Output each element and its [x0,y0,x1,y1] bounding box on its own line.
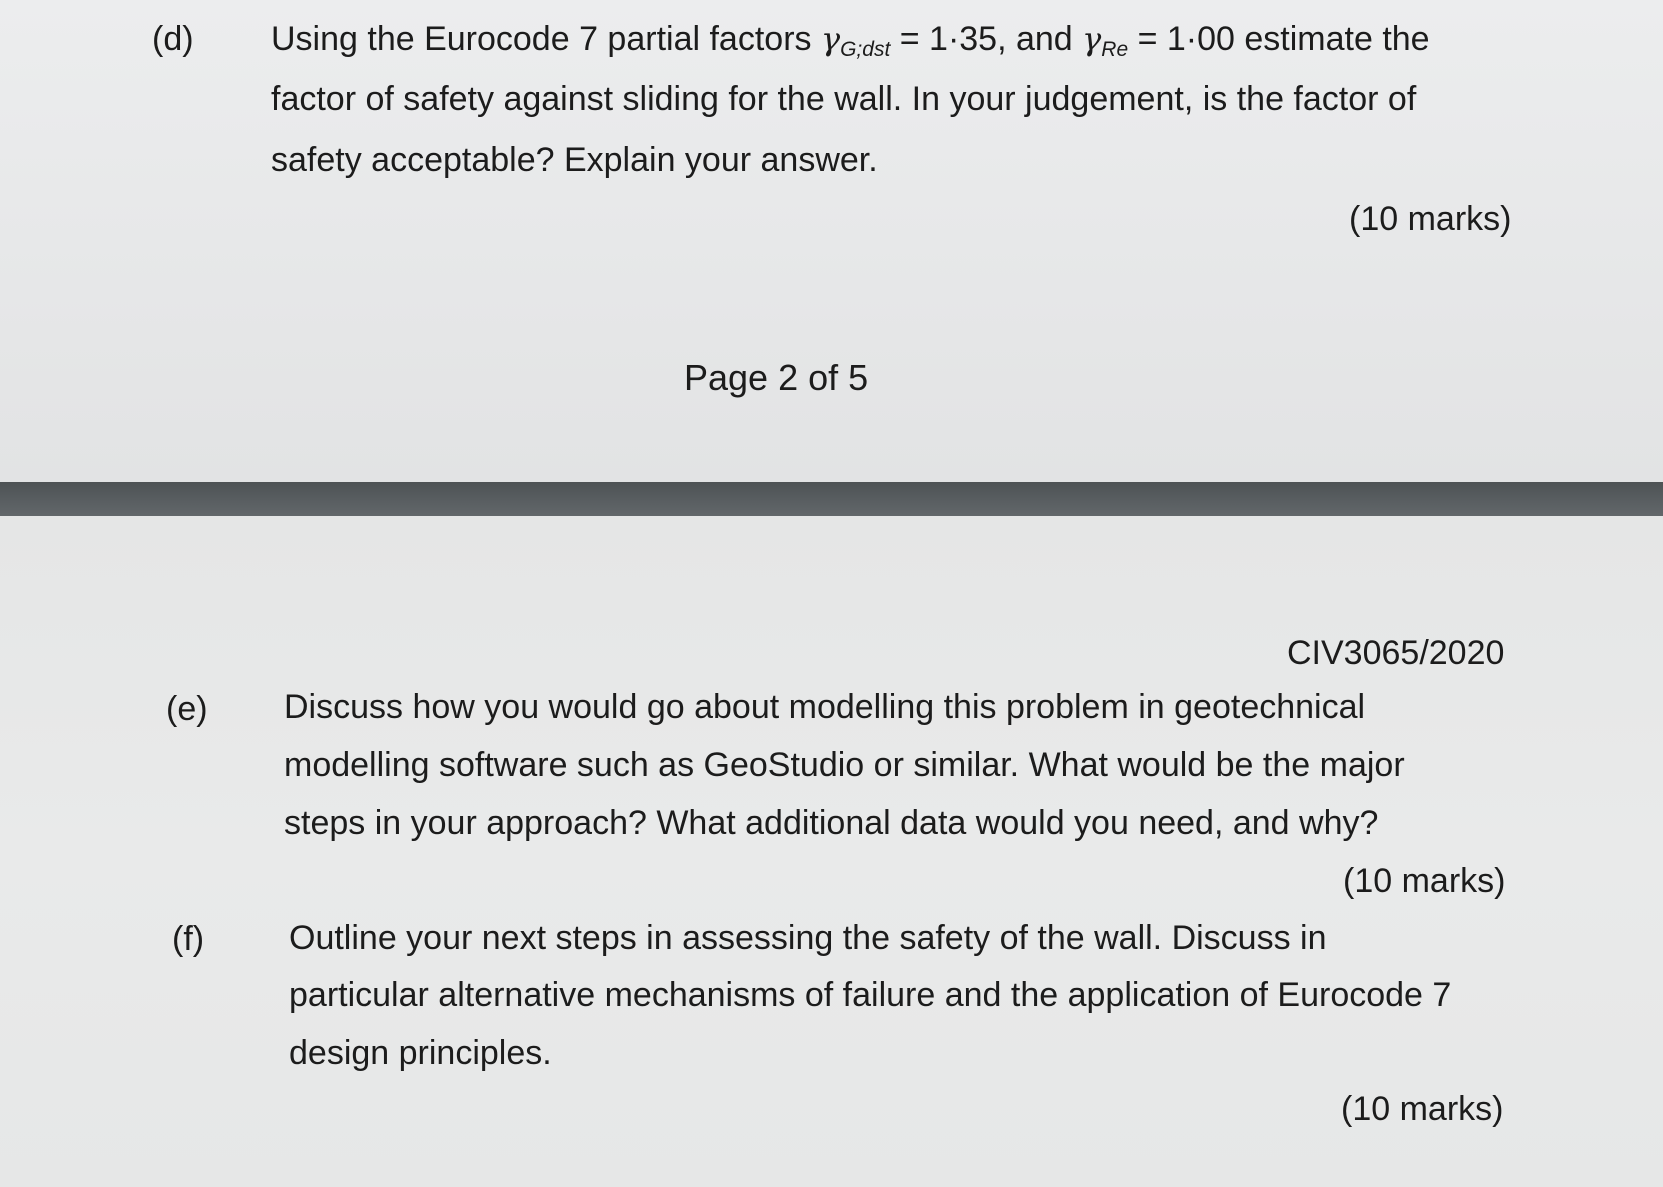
question-d-line-2: factor of safety against sliding for the wall. In your judgement, is the factor of [271,80,1417,118]
question-e-label: (e) [166,690,208,728]
question-e-line-3: steps in your approach? What additional data would you need, and why? [284,804,1379,842]
question-d-line-1 [271,22,1430,67]
course-code-header: CIV3065/2020 [1287,634,1505,672]
question-f-marks: (10 marks) [1341,1090,1504,1128]
exam-page-upper [0,0,1663,482]
question-d-line-1-suffix: = 1·00 estimate the [1128,20,1430,58]
page-number-footer: Page 2 of 5 [684,357,869,398]
question-e-marks: (10 marks) [1343,862,1506,900]
question-d-line-1-prefix: Using the Eurocode 7 partial factors [271,20,821,58]
question-f-label: (f) [172,920,205,958]
question-e-line-1: Discuss how you would go about modelling this problem in geotechnical [284,688,1366,726]
gamma-re-symbol: γ [1082,20,1102,58]
gamma-re-subscript: Re [1101,38,1129,61]
question-d-marks: (10 marks) [1349,200,1512,238]
question-f-line-1: Outline your next steps in assessing the safety of the wall. Discuss in [289,919,1327,957]
question-f-line-3: design principles. [289,1034,552,1072]
gamma-g-dst-subscript: G;dst [840,38,891,61]
question-f-line-2: particular alternative mechanisms of failure and the application of Eurocode 7 [289,976,1452,1014]
exam-page-lower [0,516,1663,1187]
page-gap-divider [0,482,1663,516]
question-d-label: (d) [152,20,194,58]
gamma-g-dst-symbol: γ [820,20,841,58]
question-e-line-2: modelling software such as GeoStudio or similar. What would be the major [284,746,1405,784]
question-d-line-1-mid: = 1·35, and [890,20,1083,58]
question-d-line-3: safety acceptable? Explain your answer. [271,141,878,179]
